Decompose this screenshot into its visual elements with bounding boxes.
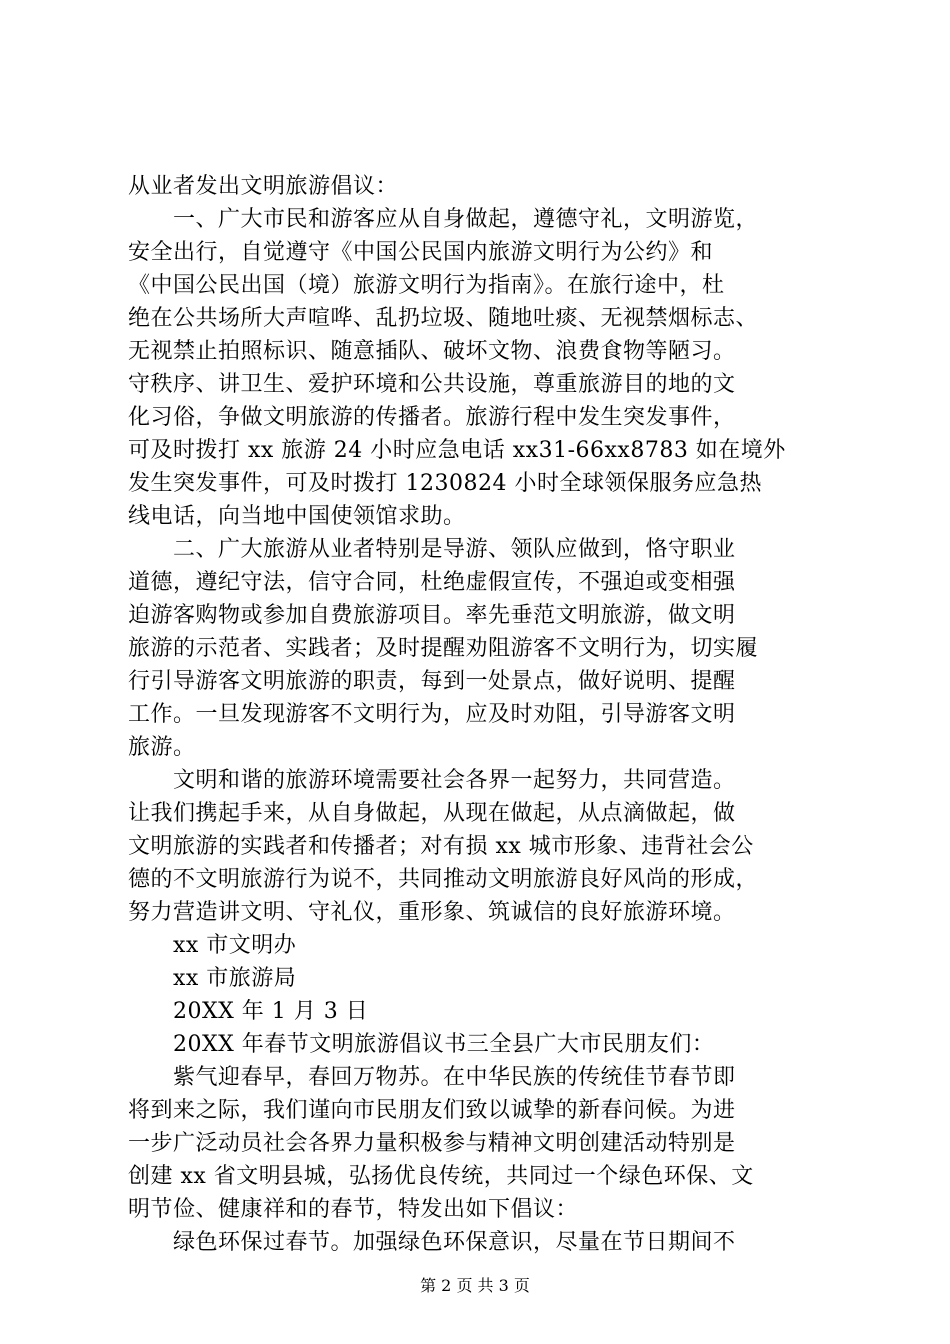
signature-line: xx 市文明办 (128, 933, 297, 958)
page-number: 第 2 页 共 3 页 (420, 1276, 530, 1295)
text-line: 旅游。 (128, 735, 196, 760)
text-line: 紫气迎春早，春回万物苏。在中华民族的传统佳节春节即 (128, 1065, 736, 1090)
text-line: 努力营造讲文明、守礼仪，重形象、筑诚信的良好旅游环境。 (128, 900, 736, 925)
document-body (128, 170, 828, 1259)
text-line: 一步广泛动员社会各界力量积极参与精神文明创建活动特别是 (128, 1131, 736, 1156)
text-line: 守秩序、讲卫生、爱护环境和公共设施，尊重旅游目的地的文 (128, 372, 736, 397)
text-line: 一、广大市民和游客应从自身做起，遵德守礼，文明游览， (128, 207, 759, 232)
text-line: 绝在公共场所大声喧哗、乱扔垃圾、随地吐痰、无视禁烟标志、 (128, 306, 759, 331)
text-line: 发生突发事件，可及时拨打 1230824 小时全球领保服务应急热 (128, 471, 762, 496)
text-line: 从业者发出文明旅游倡议： (128, 174, 399, 199)
text-line: 让我们携起手来，从自身做起，从现在做起，从点滴做起，做 (128, 801, 736, 826)
text-line: 德的不文明旅游行为说不，共同推动文明旅游良好风尚的形成， (128, 867, 759, 892)
text-line: 二、广大旅游从业者特别是导游、领队应做到，恪守职业 (128, 537, 736, 562)
text-line: 绿色环保过春节。加强绿色环保意识，尽量在节日期间不 (128, 1230, 736, 1255)
text-line: 安全出行，自觉遵守《中国公民国内旅游文明行为公约》和 (128, 240, 714, 265)
text-line: 可及时拨打 xx 旅游 24 小时应急电话 xx31-66xx8783 如在境外 (128, 438, 786, 463)
text-line: 线电话，向当地中国使领馆求助。 (128, 504, 466, 529)
text-line: 行引导游客文明旅游的职责，每到一处景点，做好说明、提醒 (128, 669, 736, 694)
text-line: 旅游的示范者、实践者；及时提醒劝阻游客不文明行为，切实履 (128, 636, 759, 661)
text-line: 文明旅游的实践者和传播者；对有损 xx 城市形象、违背社会公 (128, 834, 754, 859)
text-line: 文明和谐的旅游环境需要社会各界一起努力，共同营造。 (128, 768, 736, 793)
page-footer (0, 1276, 950, 1296)
text-line: 将到来之际，我们谨向市民朋友们致以诚挚的新春问候。为进 (128, 1098, 736, 1123)
signature-line: xx 市旅游局 (128, 966, 297, 991)
text-line: 工作。一旦发现游客不文明行为，应及时劝阻，引导游客文明 (128, 702, 736, 727)
text-line: 《中国公民出国（境）旅游文明行为指南》。在旅行途中，杜 (128, 273, 725, 298)
text-line: 创建 xx 省文明县城，弘扬优良传统，共同过一个绿色环保、文 (128, 1164, 754, 1189)
date-line: 20XX 年 1 月 3 日 (128, 999, 369, 1024)
text-line: 化习俗，争做文明旅游的传播者。旅游行程中发生突发事件， (128, 405, 736, 430)
text-line: 道德，遵纪守法，信守合同，杜绝虚假宣传，不强迫或变相强 (128, 570, 736, 595)
text-line: 迫游客购物或参加自费旅游项目。率先垂范文明旅游，做文明 (128, 603, 736, 628)
text-line: 明节俭、健康祥和的春节，特发出如下倡议： (128, 1197, 579, 1222)
heading-line: 20XX 年春节文明旅游倡议书三全县广大市民朋友们： (128, 1032, 715, 1057)
text-line: 无视禁止拍照标识、随意插队、破坏文物、浪费食物等陋习。 (128, 339, 736, 364)
